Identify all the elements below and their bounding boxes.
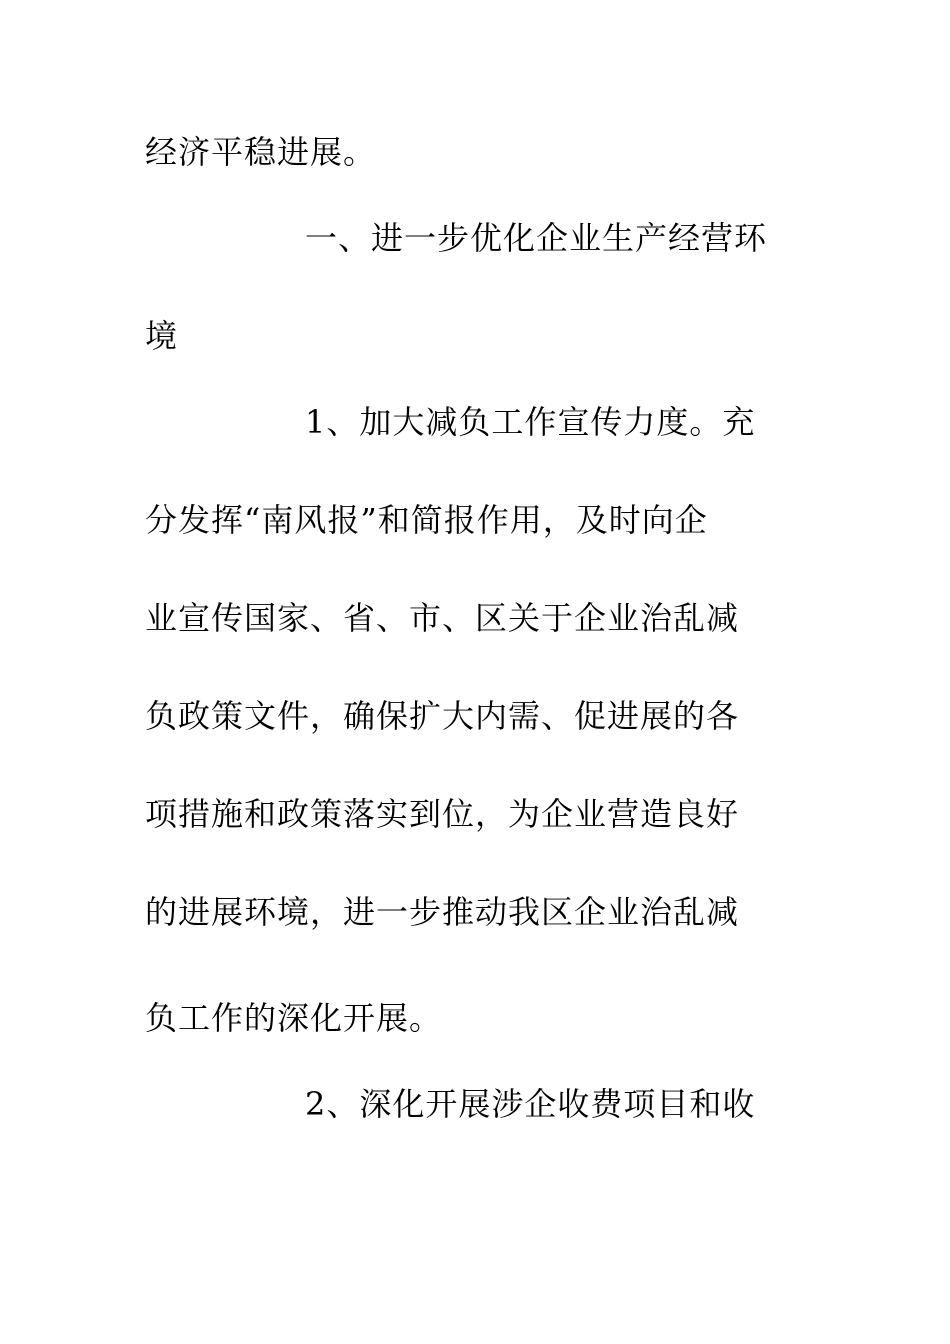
paragraph-1-line: 1、加大减负工作宣传力度。充	[305, 403, 756, 441]
paragraph-1-line: 业宣传国家、省、市、区关于企业治乱减	[145, 599, 740, 637]
section-heading-cont: 境	[145, 317, 179, 355]
section-heading: 一、进一步优化企业生产经营环	[305, 219, 768, 257]
paragraph-1-line: 分发挥“南风报”和简报作用，及时向企	[145, 501, 708, 539]
paragraph-1-line: 项措施和政策落实到位，为企业营造良好	[145, 795, 740, 833]
text-line-continuation: 经济平稳进展。	[145, 133, 377, 171]
paragraph-1-line: 负工作的深化开展。	[145, 999, 443, 1037]
paragraph-1-line: 负政策文件，确保扩大内需、促进展的各	[145, 697, 740, 735]
paragraph-1-line: 的进展环境，进一步推动我区企业治乱减	[145, 893, 740, 931]
paragraph-2-line: 2、深化开展涉企收费项目和收	[305, 1085, 756, 1123]
